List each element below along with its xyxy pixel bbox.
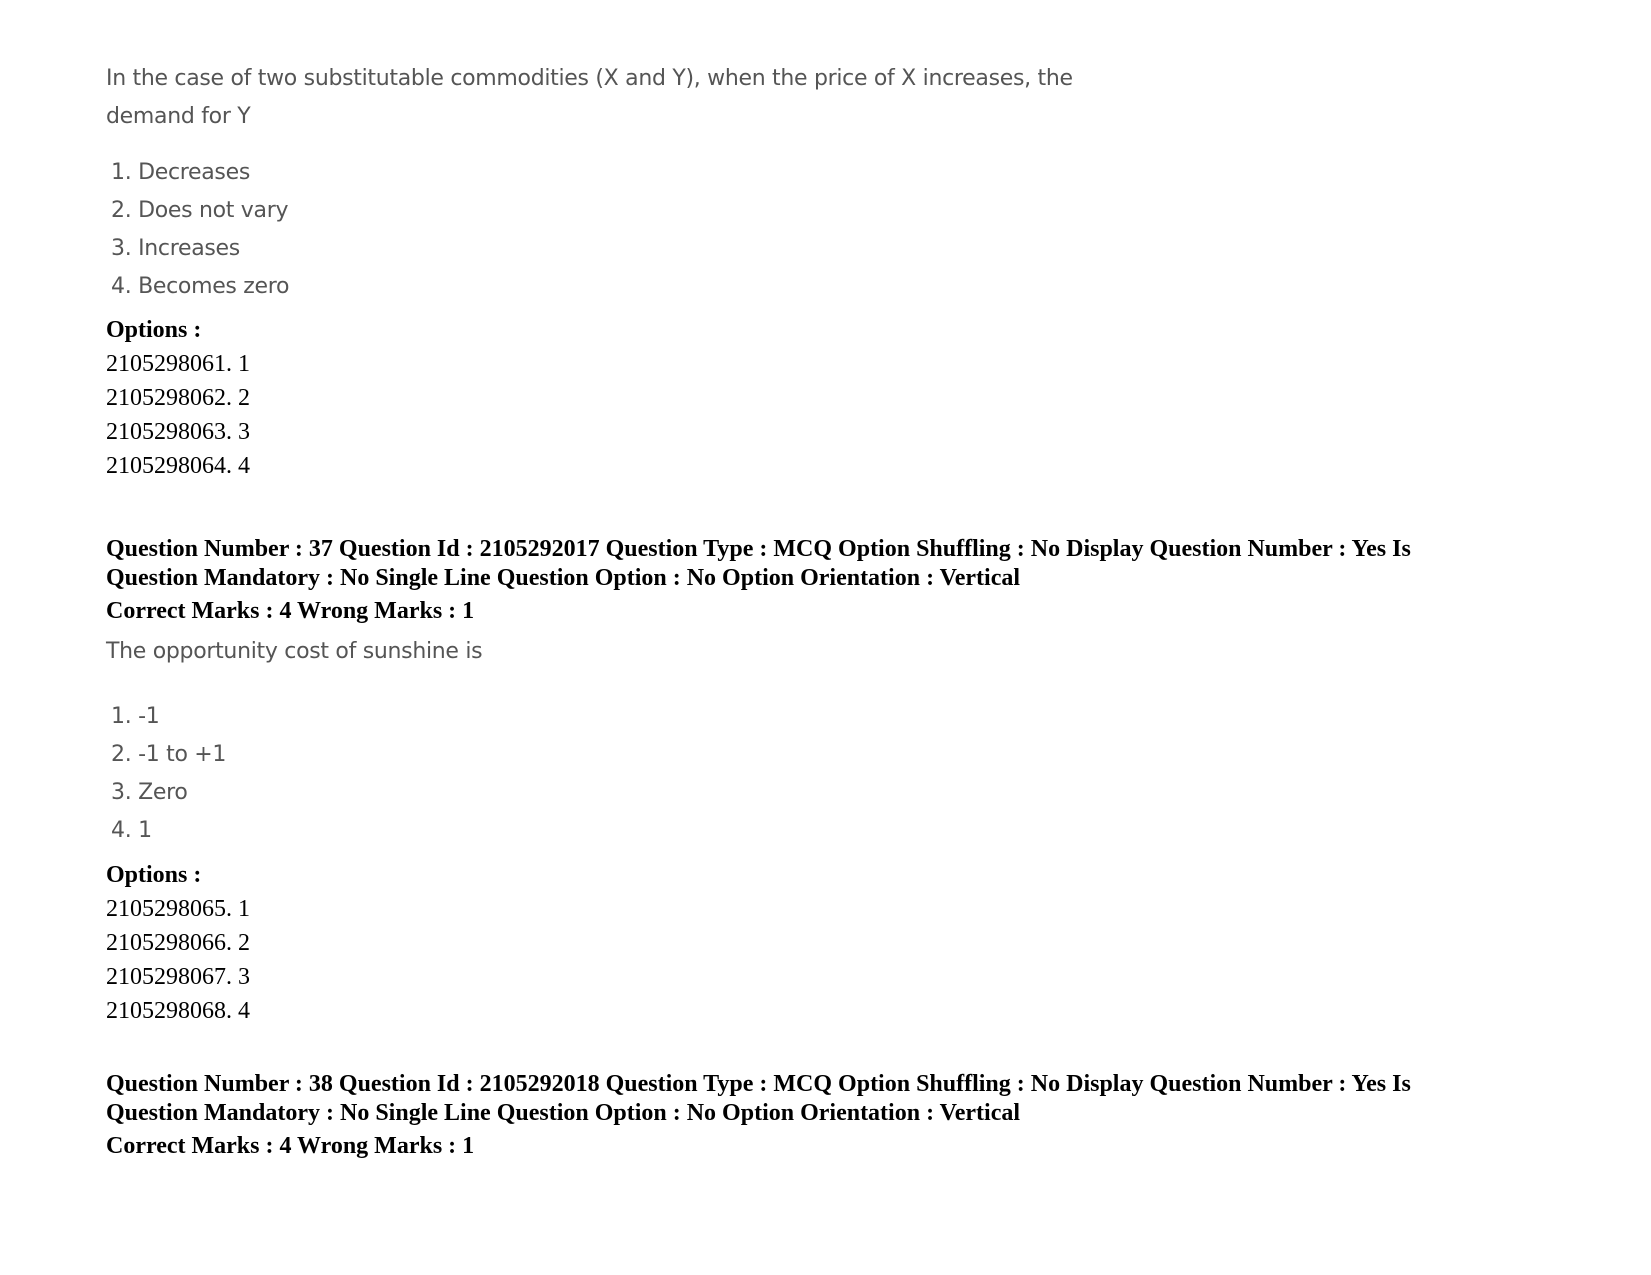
q38-metadata (106, 1070, 1546, 1128)
q37-meta-line-1: Question Number : 37 Question Id : 2105292017 Question Type : MCQ Option Shuffling : No Display Question Number : Yes Is (106, 536, 1411, 562)
q36-stem-line-1: In the case of two substitutable commodities (X and Y), when the price of X increases, the (106, 66, 1073, 91)
q38-meta-line-1: Question Number : 38 Question Id : 2105292018 Question Type : MCQ Option Shuffling : No Display Question Number : Yes Is (106, 1071, 1411, 1097)
q36-choice-list (106, 154, 289, 306)
q36-option-3: 2105298063. 3 (106, 419, 250, 445)
q37-stem: The opportunity cost of sunshine is (106, 639, 483, 664)
q37-choice-list (106, 698, 226, 850)
q37-meta-line-2: Question Mandatory : No Single Line Question Option : No Option Orientation : Vertical (106, 565, 1021, 591)
q36-option-2: 2105298062. 2 (106, 385, 250, 411)
q37-choice-2: 2. -1 to +1 (111, 742, 227, 767)
q36-options-label: Options : (106, 317, 202, 343)
q36-options (106, 313, 250, 483)
q36-option-1: 2105298061. 1 (106, 351, 250, 377)
q37-marks: Correct Marks : 4 Wrong Marks : 1 (106, 598, 475, 624)
q37-option-3: 2105298067. 3 (106, 964, 250, 990)
q36-choice-3: 3. Increases (111, 236, 240, 261)
q36-stem-line-2: demand for Y (106, 104, 251, 129)
q38-marks: Correct Marks : 4 Wrong Marks : 1 (106, 1133, 475, 1159)
q36-option-4: 2105298064. 4 (106, 453, 250, 479)
q37-choice-1: 1. -1 (111, 704, 160, 729)
q36-choice-4: 4. Becomes zero (111, 274, 290, 299)
q36-choice-1: 1. Decreases (111, 160, 250, 185)
q37-option-4: 2105298068. 4 (106, 998, 250, 1024)
q37-option-1: 2105298065. 1 (106, 896, 250, 922)
q37-options (106, 858, 250, 1028)
q36-choice-2: 2. Does not vary (111, 198, 289, 223)
q37-choice-4: 4. 1 (111, 818, 152, 843)
q37-option-2: 2105298066. 2 (106, 930, 250, 956)
q37-metadata (106, 535, 1546, 593)
q37-choice-3: 3. Zero (111, 780, 188, 805)
q37-options-label: Options : (106, 862, 202, 888)
q36-stem (106, 60, 1073, 136)
q38-meta-line-2: Question Mandatory : No Single Line Question Option : No Option Orientation : Vertical (106, 1100, 1021, 1126)
